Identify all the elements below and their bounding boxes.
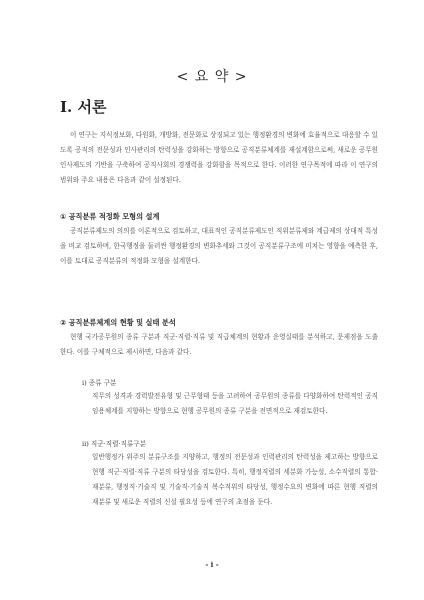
item1-paragraph: 직무의 성격과 경력발전유형 및 근무형태 등을 고려하여 공무원의 종류를 다양화하여 탄력적인 공직임용체계를 지향하는 방향으로 현행 공무원의 종류 구분을 전면적으로 재검토한다. <box>92 392 378 415</box>
subsection1-paragraph: 공직분류제도의 의의를 이론적으로 검토하고, 대표적인 공직분류제도인 직위분류제와 계급제의 상대적 특성을 비교 검토하며, 한국행정을 둘러싼 행정환경의 변화추세와 그것이 공직분류구조에 미치는 영향을 예측한 후, 이를 토대로 공직분류의 적정화 모형을 설계한다. <box>60 227 378 265</box>
section-title: I. 서론 <box>60 98 107 116</box>
page-number: - i - <box>205 560 219 569</box>
intro-paragraph: 이 연구는 지식정보화, 다원화, 개방화, 전문화로 상징되고 있는 행정환경의 변화에 효율적으로 대응할 수 있도록 공직의 전문성과 인사관리의 탄력성을 강화하는 방향으로 공직분류체계를 재설계함으로써, 새로운 공무원 인사제도의 기반을 구축하여 공직사회의 경쟁력을 강화함을 목적으로 한다. 이러한 연구목적에 따라 이 연구의 범위와 주요 내용은 다음과 같이 설정된다. <box>60 131 378 184</box>
summary-title: < 요 약 > <box>176 69 248 85</box>
item2-paragraph: 일반행정가 위주의 분류구조를 지양하고, 행정의 전문성과 인력관리의 탄력성을 제고하는 방향으로 현행 직군·직렬·직류 구분의 타당성을 검토한다. 특히, 행정직렬의 세분화 가능성, 소수직렬의 통합·재분류, 행정직·기술직 및 기술직·기술직 복수직위의 타당성, 행정수요의 변화에 따른 현행 직렬의 재분류 및 새로운 직렬의 신설 필요성 등에 연구의 초점을 둔다. <box>92 453 378 506</box>
subsection2-paragraph: 현행 국가공무원의 종류 구분과 직군·직렬·직류 및 직급체계의 현황과 운영실태를 분석하고, 문제점을 도출한다. 이를 구체적으로 제시하면, 다음과 같다. <box>60 333 378 356</box>
item2-label: ii) 직군·직렬·직류구분 <box>82 440 147 448</box>
subsection2-title: ② 공직분류체계의 현황 및 실태 분석 <box>60 318 176 327</box>
subsection1-title: ① 공직분류 적정화 모형의 설계 <box>60 212 160 221</box>
item1-label: i) 종류 구분 <box>82 379 117 387</box>
